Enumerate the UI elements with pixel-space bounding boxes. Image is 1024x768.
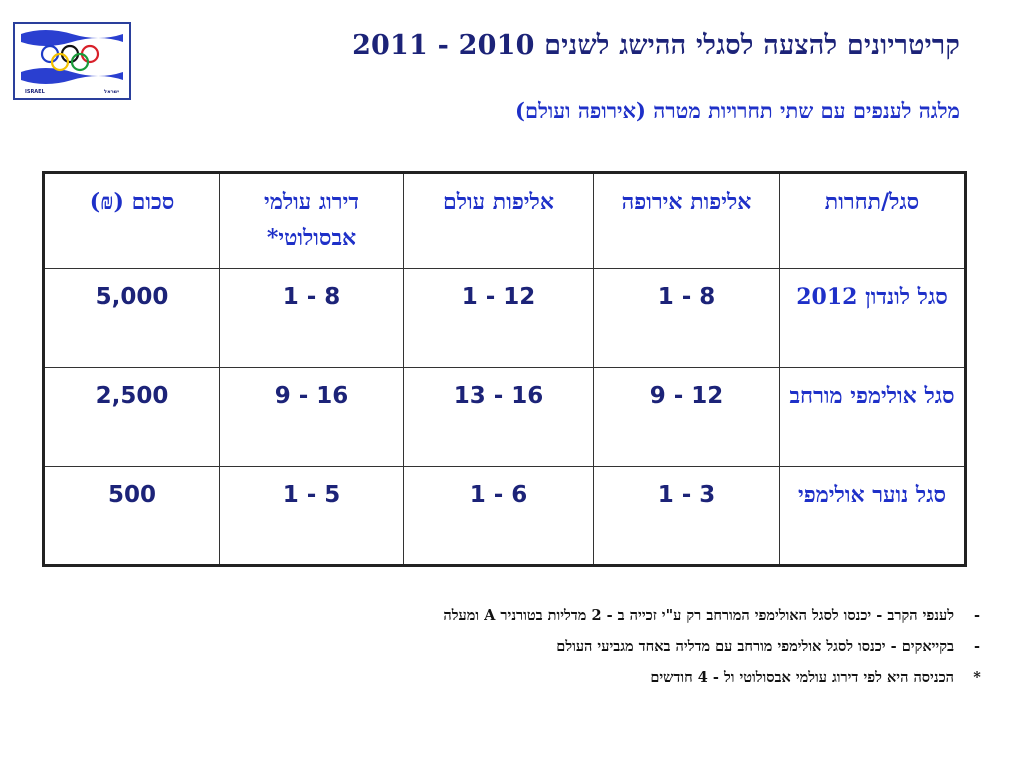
- criteria-table: [42, 171, 967, 567]
- row-amount: 500: [44, 467, 220, 566]
- israel-olympic-logo: [13, 22, 131, 100]
- header-european-championship: אליפות אירופה: [594, 173, 780, 269]
- row-world-range: 1 - 12: [404, 269, 594, 368]
- header-world-ranking: דירוג עולמי אבסולוטי*: [220, 173, 404, 269]
- row-europe-range: 1 - 8: [594, 269, 780, 368]
- ring-yellow: [52, 54, 68, 70]
- logo-caption-right: ישראל: [104, 89, 119, 95]
- page-subtitle: מלגה לענפים עם שתי תחרויות מטרה (אירופה ועולם): [515, 98, 960, 123]
- row-europe-range: 1 - 3: [594, 467, 780, 566]
- footnote-text: לענפי הקרב - יכנסו לסגל האולימפי המורחב רק ע"י זכייה ב - 2 מדליות בטורניר A ומעלה: [443, 607, 954, 624]
- footnote-text: בקייאקים - יכנסו לסגל אולימפי מורחב עם מדליה באחד מגביעי העולם: [556, 638, 954, 655]
- ring-red: [82, 46, 98, 62]
- row-europe-range: 9 - 12: [594, 368, 780, 467]
- footnotes: [443, 600, 981, 693]
- logo-bottom-stripe: [21, 68, 123, 84]
- ring-green: [72, 54, 88, 70]
- row-world-range: 1 - 6: [404, 467, 594, 566]
- row-amount: 5,000: [44, 269, 220, 368]
- header-squad-competition: סגל/תחרות: [780, 173, 966, 269]
- footnote-item: [443, 662, 981, 693]
- footnote-item: [443, 631, 981, 662]
- footnote-bullet: *: [973, 669, 981, 686]
- row-amount: 2,500: [44, 368, 220, 467]
- row-ranking-range: 1 - 8: [220, 269, 404, 368]
- footnote-item: [443, 600, 981, 631]
- ring-black: [62, 46, 78, 62]
- page-title: קריטריונים להצעה לסגלי ההישג לשנים 2010 - 2011: [352, 30, 960, 61]
- row-ranking-range: 1 - 5: [220, 467, 404, 566]
- ring-blue: [42, 46, 58, 62]
- table-header-row: [44, 173, 966, 269]
- row-world-range: 13 - 16: [404, 368, 594, 467]
- header-amount: סכום (₪): [44, 173, 220, 269]
- footnote-text: הכניסה היא לפי דירוג עולמי אבסולוטי ול - 4 חודשים: [650, 669, 954, 686]
- table-row: [44, 269, 966, 368]
- footnote-bullet: -: [973, 638, 981, 655]
- footnote-bullet: -: [973, 607, 981, 624]
- row-squad-name: סגל לונדון 2012: [780, 269, 966, 368]
- row-squad-name: סגל אולימפי מורחב: [780, 368, 966, 467]
- row-ranking-range: 9 - 16: [220, 368, 404, 467]
- table-row: [44, 368, 966, 467]
- table-row: [44, 467, 966, 566]
- logo-caption-left: ISRAEL: [25, 89, 45, 95]
- logo-top-stripe: [21, 30, 123, 46]
- row-squad-name: סגל נוער אולימפי: [780, 467, 966, 566]
- header-world-championship: אליפות עולם: [404, 173, 594, 269]
